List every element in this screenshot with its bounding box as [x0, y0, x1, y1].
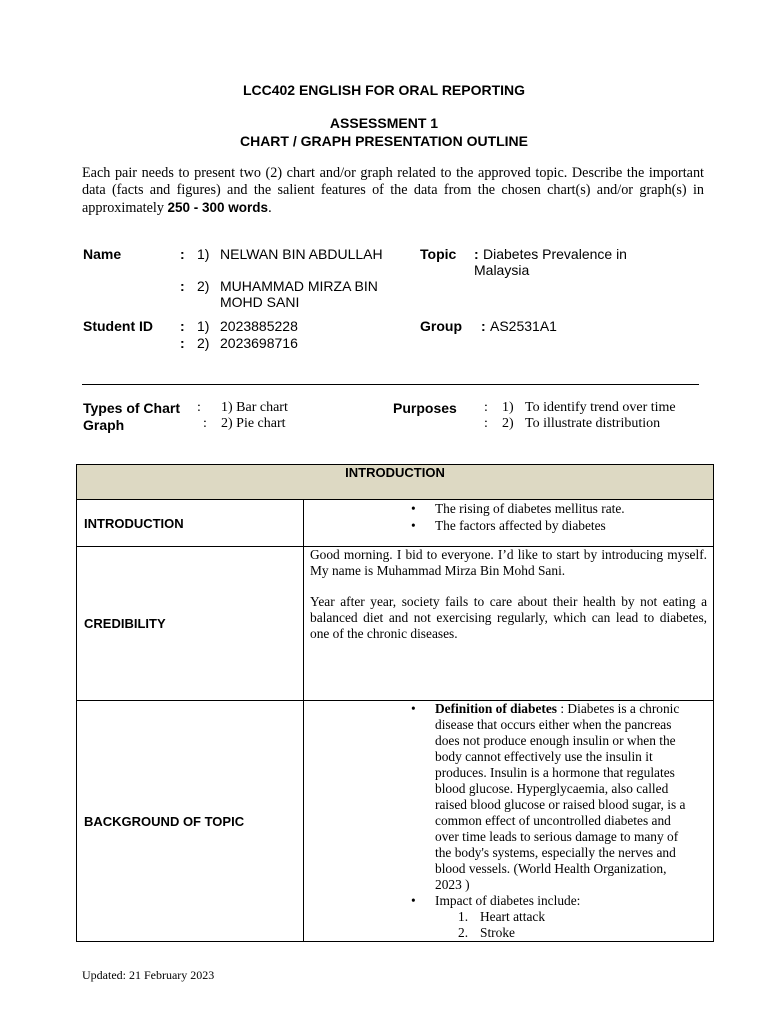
- assessment-title: ASSESSMENT 1: [329, 115, 439, 131]
- definition-title: Definition of diabetes: [435, 701, 557, 716]
- group-value: AS2531A1: [490, 318, 557, 334]
- purpose-2-num: 2): [502, 416, 514, 431]
- table-header-row: [77, 465, 714, 500]
- credibility-paragraph-1: Good morning. I bid to everyone. I’d like to start by introducing myself. My name is Muhammad Mirza Bin Mohd Sani.: [310, 547, 708, 578]
- introduction-bullet-1: The rising of diabetes mellitus rate.: [435, 501, 625, 516]
- definition-line: blood vessels. (World Health Organization,: [435, 861, 667, 876]
- topic-colon: :: [474, 246, 479, 262]
- bullet-icon: •: [411, 893, 416, 908]
- name-label: Name: [83, 246, 122, 262]
- list-item: [303, 893, 713, 909]
- impact-title: Impact of diabetes include:: [435, 893, 581, 908]
- bullet-icon: •: [411, 501, 416, 516]
- table-row-introduction: [77, 500, 714, 547]
- student-id-1-num: 1): [197, 318, 210, 334]
- instructions-end: .: [268, 200, 272, 216]
- updated-date: Updated: 21 February 2023: [82, 968, 215, 982]
- name-2-num: 2): [197, 278, 210, 294]
- table-row-credibility: [77, 547, 714, 701]
- list-item: [303, 518, 713, 534]
- definition-line: produces. Insulin is a hormone that regulates: [435, 765, 675, 780]
- outline-table: [76, 464, 714, 942]
- student-id-1-value: 2023885228: [220, 318, 298, 334]
- list-item: [303, 501, 713, 517]
- introduction-bullet-2: The factors affected by diabetes: [435, 518, 606, 533]
- purposes-label: Purposes: [393, 400, 457, 416]
- group-label: Group: [420, 318, 462, 334]
- name-colon-1: :: [180, 246, 185, 262]
- topic-value-line2: Malaysia: [474, 262, 530, 278]
- credibility-label: CREDIBILITY: [77, 547, 304, 701]
- outline-title: CHART / GRAPH PRESENTATION OUTLINE: [239, 133, 529, 149]
- introduction-content: [304, 500, 714, 547]
- name-1-value: NELWAN BIN ABDULLAH: [220, 246, 383, 262]
- definition-line: disease that occurs either when the pancreas: [435, 717, 672, 732]
- introduction-label: INTRODUCTION: [77, 500, 304, 547]
- impact-2-num: 2.: [458, 925, 469, 940]
- purpose-2-text: To illustrate distribution: [525, 416, 661, 431]
- definition-line: over time leads to serious damage to many of: [435, 829, 679, 844]
- name-colon-2: :: [180, 278, 185, 294]
- background-content: [304, 701, 714, 942]
- bullet-icon: •: [411, 518, 416, 533]
- group-colon: :: [481, 318, 486, 334]
- credibility-content: [304, 547, 714, 701]
- credibility-paragraph-2: Year after year, society fails to care about their health by not eating a balanced diet and not exercising regularly, which can lead to diabetes, one of the chronic diseases.: [310, 594, 708, 641]
- instructions-paragraph: [82, 165, 704, 217]
- purpose-1-num: 1): [502, 400, 514, 415]
- section-divider: [82, 384, 699, 385]
- definition-line: the body's systems, especially the nerves and: [435, 845, 676, 860]
- list-item: [304, 925, 713, 941]
- table-header: INTRODUCTION: [77, 465, 714, 500]
- chart-type-2: 2) Pie chart: [221, 416, 286, 431]
- definition-line: common effect of uncontrolled diabetes and: [435, 813, 671, 828]
- purposes-colon-2: :: [484, 416, 488, 431]
- table-row-background: [77, 701, 714, 942]
- name-1-num: 1): [197, 246, 210, 262]
- purposes-colon-1: :: [484, 400, 488, 415]
- definition-line: 2023 ): [435, 877, 470, 892]
- topic-label: Topic: [420, 246, 457, 262]
- chart-type-colon-1: :: [197, 400, 201, 415]
- topic-value-line1: Diabetes Prevalence in: [483, 246, 627, 262]
- word-count: 250 - 300 words: [167, 200, 269, 215]
- impact-1-num: 1.: [458, 909, 469, 924]
- student-id-colon-2: :: [180, 335, 185, 351]
- student-id-label: Student ID: [83, 318, 153, 334]
- instructions-text: Each pair needs to present two (2) chart and/or graph related to the approved topic. Describe the important data (facts and figures) and the salient features of the data from the chosen chart(s) and/or graph(s) in approximately: [82, 165, 704, 216]
- definition-line: blood glucose. Hyperglycaemia, also called: [435, 781, 669, 796]
- course-title: LCC402 ENGLISH FOR ORAL REPORTING: [242, 82, 526, 98]
- bullet-icon: •: [411, 701, 416, 716]
- name-2-value: MUHAMMAD MIRZA BIN: [220, 278, 378, 294]
- name-2-value-line2: MOHD SANI: [220, 294, 300, 310]
- definition-line: : Diabetes is a chronic: [560, 701, 680, 716]
- chart-type-colon-2: :: [203, 416, 207, 431]
- student-id-2-value: 2023698716: [220, 335, 298, 351]
- impact-1-text: Heart attack: [480, 909, 546, 924]
- student-id-2-num: 2): [197, 335, 210, 351]
- purpose-1-text: To identify trend over time: [525, 400, 676, 415]
- definition-line: does not produce enough insulin or when the: [435, 733, 676, 748]
- list-item: [303, 701, 713, 893]
- background-label: BACKGROUND OF TOPIC: [77, 701, 304, 942]
- chart-type-label-line2: Graph: [83, 417, 125, 433]
- impact-2-text: Stroke: [480, 925, 515, 940]
- student-id-colon-1: :: [180, 318, 185, 334]
- list-item: [304, 909, 713, 925]
- definition-line: raised blood glucose or raised blood sugar, is a: [435, 797, 686, 812]
- definition-line: body cannot effectively use the insulin it: [435, 749, 653, 764]
- chart-type-1: 1) Bar chart: [221, 400, 288, 415]
- chart-type-label: Types of Chart: [83, 400, 180, 416]
